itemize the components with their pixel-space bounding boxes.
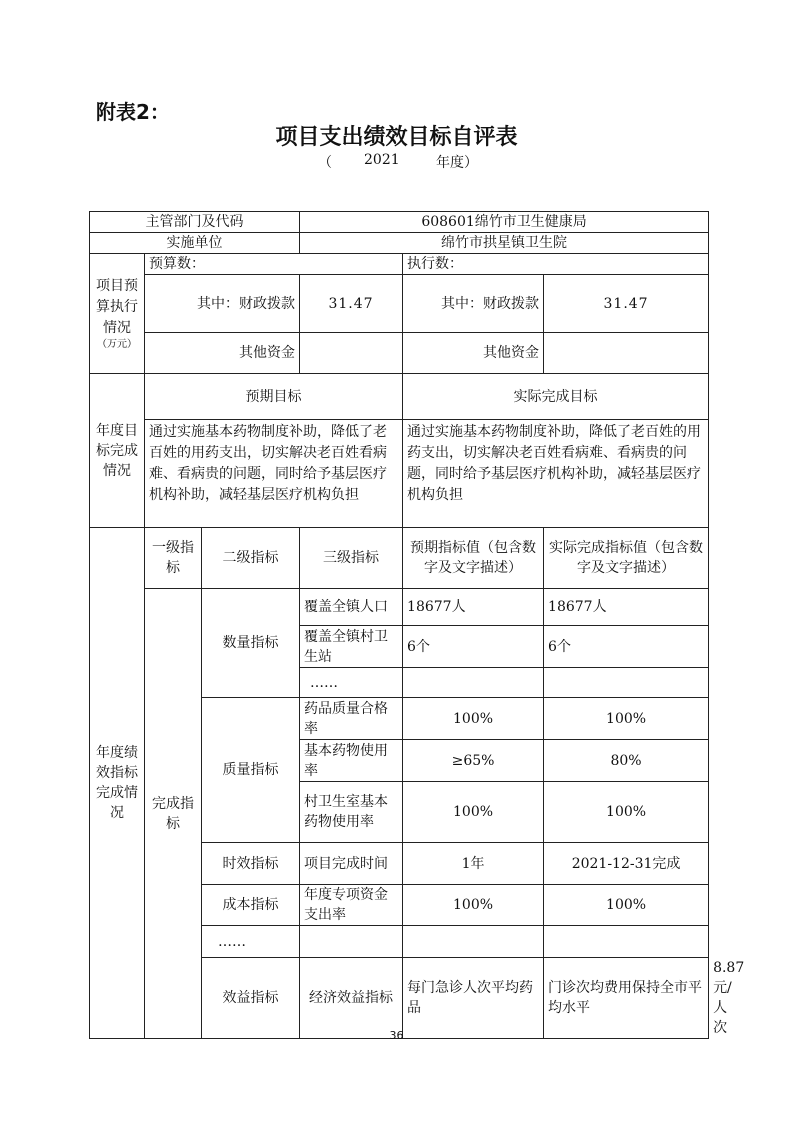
header-level1: 一级指标 <box>145 528 202 589</box>
actual-value: 80% <box>544 740 709 782</box>
page-title: 项目支出绩效目标自评表 <box>275 125 518 150</box>
quantity-label: 数量指标 <box>202 589 300 698</box>
empty-cell <box>544 926 709 958</box>
expected-goal-text: 通过实施基本药物制度补助，降低了老百姓的用药支出，切实解决老百姓看病难、看病贵的问题，同时给予基层医疗机构补助，减轻基层医疗机构负担 <box>145 420 403 528</box>
indicator-name: 每门急诊人次平均药品 <box>403 958 544 1039</box>
ellipsis-cell: …… <box>202 926 300 958</box>
timeliness-label: 时效指标 <box>202 843 300 885</box>
economic-label: 经济效益指标 <box>300 958 403 1039</box>
expected-value: 100% <box>403 698 544 740</box>
year-suffix: 年度） <box>436 155 478 171</box>
other-budget-label: 其他资金 <box>145 333 300 374</box>
indicator-name: 药品质量合格率 <box>300 698 403 740</box>
cost-label: 成本指标 <box>202 885 300 926</box>
indicator-name: …… <box>300 668 403 698</box>
year-open-paren: （ <box>318 155 332 171</box>
header-actual: 实际完成指标值（包含数字及文字描述） <box>544 528 709 589</box>
expected-value: 18677人 <box>403 589 544 626</box>
year-line <box>0 150 793 174</box>
indicator-name: 年度专项资金支出率 <box>300 885 403 926</box>
fiscal-budget-label: 其中：财政拨款 <box>145 275 300 333</box>
indicator-name: 覆盖全镇人口 <box>300 589 403 626</box>
actual-value: 6个 <box>544 626 709 668</box>
exec-label: 执行数： <box>403 254 709 275</box>
annual-section-label: 年度目标完成情况 <box>90 374 145 528</box>
page-number: 36 <box>389 1029 404 1042</box>
empty-cell <box>403 926 544 958</box>
fiscal-budget-value: 31.47 <box>300 275 403 333</box>
benefit-label: 效益指标 <box>202 958 300 1039</box>
table-row: 效益指标 经济效益指标 每门急诊人次平均药品 门诊次均费用保持全市平均水平 8.87元/人次 <box>90 958 709 1039</box>
expected-goal-header: 预期目标 <box>145 374 403 420</box>
year-value: 2021 <box>364 152 400 168</box>
fiscal-exec-label: 其中：财政拨款 <box>403 275 544 333</box>
expected-value: 门诊次均费用保持全市平均水平 <box>544 958 709 1039</box>
indicator-name: 村卫生室基本药物使用率 <box>300 782 403 843</box>
budget-label: 预算数： <box>145 254 403 275</box>
perf-section-label: 年度绩效指标完成情况 <box>90 528 145 1039</box>
actual-goal-text: 通过实施基本药物制度补助，降低了老百姓的用药支出，切实解决老百姓看病难、看病贵的问题，同时给予基层医疗机构补助，减轻基层医疗机构负担 <box>403 420 709 528</box>
indicator-name: 项目完成时间 <box>300 843 403 885</box>
header-level3: 三级指标 <box>300 528 403 589</box>
empty-cell <box>300 926 403 958</box>
actual-value: 2021-12-31完成 <box>544 843 709 885</box>
attachment-label: 附表2： <box>96 100 170 124</box>
indicator-name: 基本药物使用率 <box>300 740 403 782</box>
expected-value: 1年 <box>403 843 544 885</box>
other-exec-label: 其他资金 <box>403 333 544 374</box>
budget-section-text: 项目预算执行情况 <box>96 278 138 336</box>
actual-goal-header: 实际完成目标 <box>403 374 709 420</box>
evaluation-table <box>89 211 745 1039</box>
expected-value: 100% <box>403 782 544 843</box>
actual-value: 100% <box>544 885 709 926</box>
table-row <box>90 589 709 626</box>
actual-value: 100% <box>544 698 709 740</box>
actual-value: 100% <box>544 782 709 843</box>
other-exec-value <box>544 333 709 374</box>
unit-label: 实施单位 <box>90 233 300 254</box>
header-expected: 预期指标值（包含数字及文字描述） <box>403 528 544 589</box>
actual-value: 18677人 <box>544 589 709 626</box>
dept-label: 主管部门及代码 <box>90 212 300 233</box>
expected-value <box>403 668 544 698</box>
completion-label: 完成指标 <box>145 589 202 1039</box>
unit-value: 绵竹市拱星镇卫生院 <box>300 233 709 254</box>
fiscal-exec-value: 31.47 <box>544 275 709 333</box>
other-budget-value <box>300 333 403 374</box>
header-level2: 二级指标 <box>202 528 300 589</box>
budget-section-label <box>90 254 145 374</box>
expected-value: ≥65% <box>403 740 544 782</box>
indicator-name: 覆盖全镇村卫生站 <box>300 626 403 668</box>
expected-value: 100% <box>403 885 544 926</box>
budget-unit-note: （万元） <box>97 339 137 350</box>
expected-value: 6个 <box>403 626 544 668</box>
quality-label: 质量指标 <box>202 698 300 843</box>
actual-value <box>544 668 709 698</box>
dept-value: 608601绵竹市卫生健康局 <box>300 212 709 233</box>
